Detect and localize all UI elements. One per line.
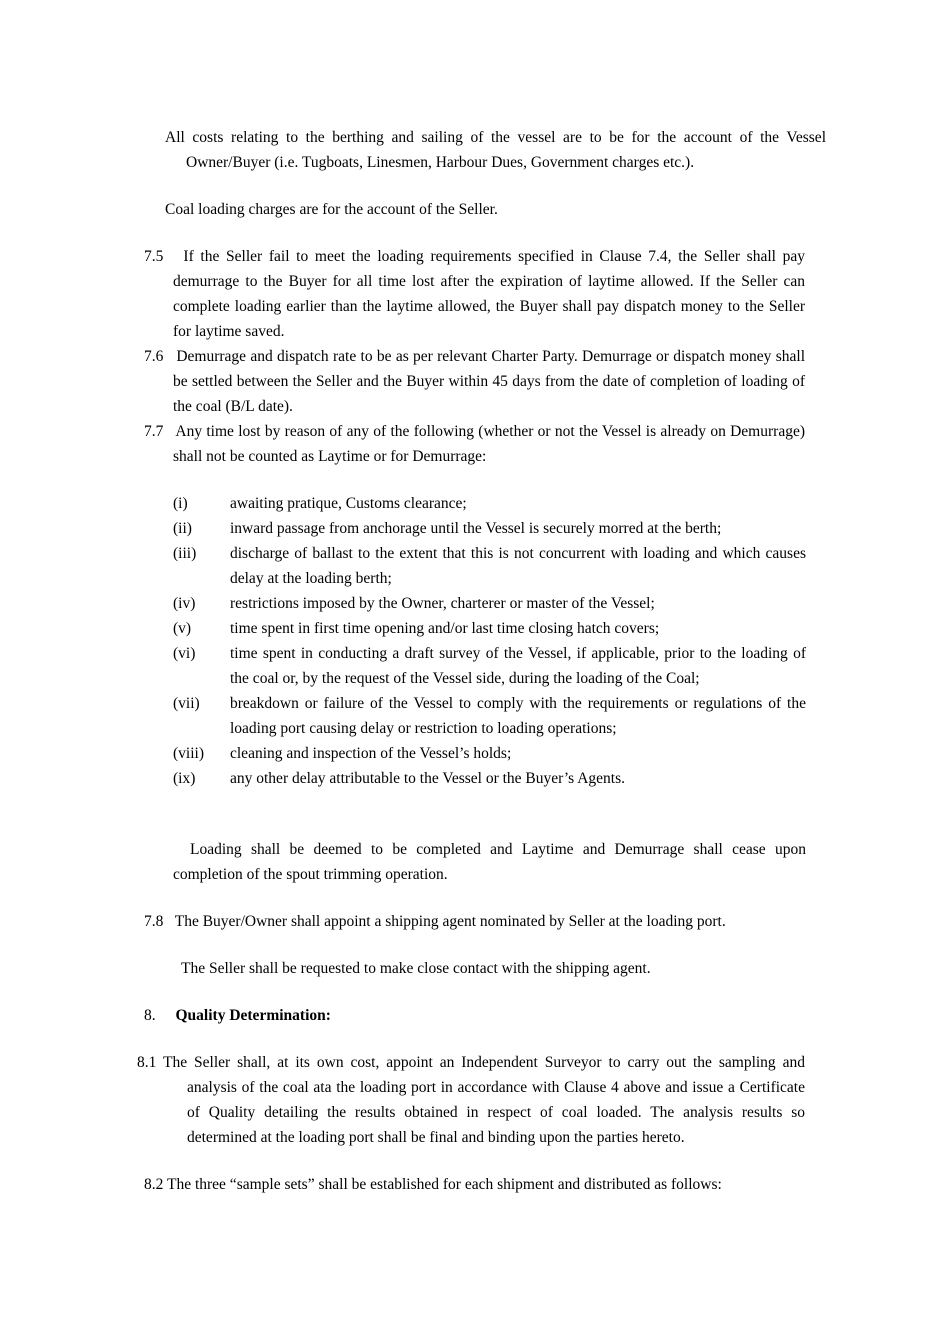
list-item — [173, 766, 806, 791]
clause-7-8 — [144, 909, 726, 934]
list-item — [173, 641, 806, 691]
list-item-number: (vi) — [173, 645, 196, 662]
clause-text: If the Seller fail to meet the loading requirements specified in Clause 7.4, the Seller shall pay demurrage to the Buyer for all time lost after the expiration of laytime allowed. If the Seller can complete loading earlier than the laytime allowed, the Buyer shall pay dispatch money to the Seller for laytime saved. — [173, 248, 805, 340]
laytime-exclusions-list — [173, 491, 806, 791]
loading-charges-paragraph: Coal loading charges are for the account of the Seller. — [165, 201, 498, 218]
list-item-number: (ii) — [173, 520, 192, 537]
section-number: 8. — [144, 1007, 156, 1024]
clause-number: 7.7 — [144, 423, 164, 440]
clause-7-5 — [144, 244, 805, 344]
clause-number: 7.8 — [144, 913, 164, 930]
clause-8-1 — [137, 1050, 805, 1150]
clause-text: The three “sample sets” shall be established for each shipment and distributed as follows: — [166, 1176, 722, 1193]
clause-number: 7.6 — [144, 348, 164, 365]
list-item-text: time spent in first time opening and/or last time closing hatch covers; — [230, 620, 660, 637]
section-8-heading — [144, 1003, 331, 1028]
list-item — [173, 741, 806, 766]
list-item-text: awaiting pratique, Customs clearance; — [230, 495, 467, 512]
completion-paragraph: Loading shall be deemed to be completed and Laytime and Demurrage shall cease upon completion of the spout trimming operation. — [173, 841, 806, 883]
clause-text: Any time lost by reason of any of the following (whether or not the Vessel is already on Demurrage) shall not be counted as Laytime or for Demurrage: — [173, 423, 805, 465]
clause-number: 8.1 — [137, 1054, 157, 1071]
list-item-number: (ix) — [173, 770, 196, 787]
clause-7-6 — [144, 344, 805, 419]
list-item-text: discharge of ballast to the extent that this is not concurrent with loading and which causes delay at the loading berth; — [230, 545, 806, 587]
clause-number: 7.5 — [144, 248, 164, 265]
list-item-text: breakdown or failure of the Vessel to comply with the requirements or regulations of the loading port causing delay or restriction to loading operations; — [230, 695, 806, 737]
list-item-text: restrictions imposed by the Owner, charterer or master of the Vessel; — [230, 595, 655, 612]
list-item-number: (iii) — [173, 545, 197, 562]
list-item-text: time spent in conducting a draft survey of the Vessel, if applicable, prior to the loading of the coal or, by the request of the Vessel side, during the loading of the Coal; — [230, 645, 806, 687]
list-item-number: (vii) — [173, 695, 200, 712]
list-item — [173, 541, 806, 591]
list-item — [173, 516, 806, 541]
list-item-number: (i) — [173, 495, 188, 512]
list-item — [173, 691, 806, 741]
clause-7-7 — [144, 419, 805, 469]
list-item-number: (viii) — [173, 745, 204, 762]
section-title: Quality Determination: — [175, 1007, 331, 1024]
list-item-number: (v) — [173, 620, 192, 637]
list-item-text: any other delay attributable to the Vessel or the Buyer’s Agents. — [230, 770, 626, 787]
list-item-text: cleaning and inspection of the Vessel’s holds; — [230, 745, 512, 762]
clause-text: The Buyer/Owner shall appoint a shipping agent nominated by Seller at the loading port. — [174, 913, 726, 930]
costs-paragraph: All costs relating to the berthing and sailing of the vessel are to be for the account of the Vessel Owner/Buyer (i.e. Tugboats, Linesmen, Harbour Dues, Government charges etc.). — [165, 129, 826, 171]
clause-text: Demurrage and dispatch rate to be as per relevant Charter Party. Demurrage or dispatch money shall be settled between the Seller and the Buyer within 45 days from the date of completion of loading of the coal (B/L date). — [173, 348, 806, 415]
list-item-text: inward passage from anchorage until the Vessel is securely morred at the berth; — [230, 520, 722, 537]
agent-contact-paragraph: The Seller shall be requested to make close contact with the shipping agent. — [181, 960, 651, 977]
list-item — [173, 491, 806, 516]
list-item — [173, 616, 806, 641]
clause-number: 8.2 — [144, 1176, 164, 1193]
clause-8-2 — [144, 1172, 722, 1197]
list-item-number: (iv) — [173, 595, 196, 612]
clause-text: The Seller shall, at its own cost, appoint an Independent Surveyor to carry out the sampling and analysis of the coal ata the loading port in accordance with Clause 4 above and issue a Certificate of Quality detailing the results obtained in respect of coal loaded. The analysis results so determined at the loading port shall be final and binding upon the parties hereto. — [163, 1054, 805, 1146]
list-item — [173, 591, 806, 616]
